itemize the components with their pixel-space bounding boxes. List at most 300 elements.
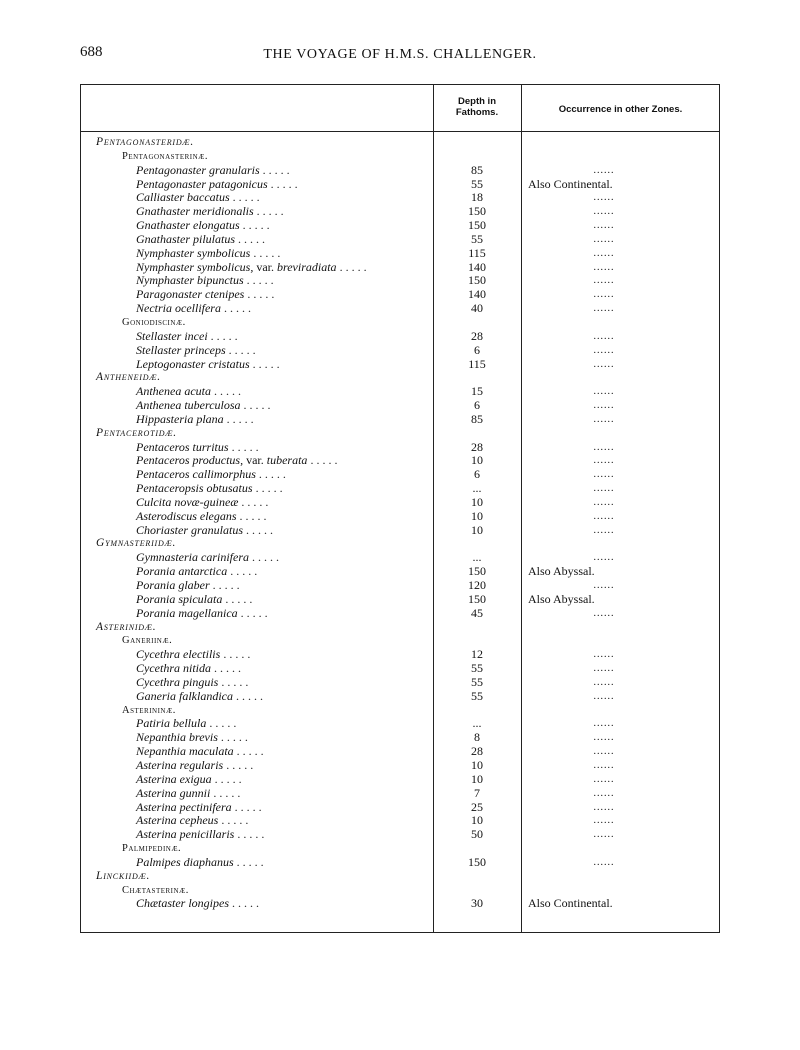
family-heading-row (80, 870, 720, 884)
subfamily-heading-row (80, 634, 720, 648)
species-name (136, 662, 241, 676)
leader-dots: . . . . . (211, 771, 242, 786)
occurrence-cell: ...... (593, 233, 615, 245)
species-binomial: Nymphaster symbolicus (136, 245, 251, 260)
species-name (136, 385, 241, 399)
subfamily-name: Palmipedinæ. (122, 843, 182, 855)
depth-cell: 30 (471, 896, 483, 911)
depth-cell: 6 (474, 398, 480, 413)
species-name (136, 288, 274, 302)
subfamily-name: Chætasterinæ. (122, 884, 189, 896)
species-name (136, 897, 259, 911)
occurrence-cell: ...... (593, 829, 615, 841)
occurrence-cell: ...... (593, 192, 615, 204)
species-binomial: Culcita novæ-guineæ (136, 494, 239, 509)
species-name (136, 247, 280, 261)
subfamily-heading-row (80, 842, 720, 856)
depth-cell: 28 (471, 328, 483, 343)
species-binomial: Gnathaster pilulatus (136, 231, 236, 246)
leader-dots: . . . . . (255, 467, 286, 482)
family-name: Gymnasteriidæ. (96, 537, 177, 550)
table-row (80, 787, 720, 801)
depth-cell: ... (472, 481, 482, 496)
variety-name: tuberata (266, 453, 308, 468)
family-name: Pentagonasteridæ. (96, 136, 195, 148)
table-row (80, 717, 720, 731)
occurrence-cell: ...... (593, 773, 615, 785)
leader-dots: . . . . . (240, 398, 271, 413)
occurrence-cell: ...... (593, 524, 615, 536)
species-binomial: Asterina gunnii (136, 785, 211, 800)
species-name (136, 399, 271, 413)
table-row (80, 468, 720, 482)
species-name (136, 191, 260, 205)
table-row (80, 593, 720, 607)
species-name (136, 593, 252, 607)
occurrence-cell: ...... (593, 607, 615, 619)
table-row (80, 344, 720, 358)
species-name (136, 787, 240, 801)
leader-dots: . . . . . (222, 591, 253, 606)
species-binomial: Asterina exigua (136, 771, 212, 786)
page-number: 688 (80, 44, 103, 60)
species-name (136, 579, 240, 593)
variety-marker: var. (253, 259, 277, 274)
species-name (136, 454, 337, 468)
species-binomial: Asterodiscus elegans (136, 508, 237, 523)
table-row (80, 828, 720, 842)
depth-cell: 10 (471, 813, 483, 828)
species-name (136, 856, 264, 870)
leader-dots: . . . . . (244, 287, 275, 302)
depth-cell: 55 (471, 688, 483, 703)
depth-cell: 10 (471, 508, 483, 523)
table-row (80, 731, 720, 745)
species-name (136, 510, 267, 524)
occurrence-cell: ...... (593, 289, 615, 301)
leader-dots: . . . . . (211, 661, 241, 676)
depth-cell: 150 (468, 591, 486, 606)
occurrence-column-header: Occurrence in other Zones. (558, 104, 683, 115)
table-row (80, 524, 720, 538)
depth-cell: 28 (471, 744, 483, 759)
depth-cell: 150 (468, 854, 486, 869)
depth-cell: 55 (471, 231, 483, 246)
family-name: Linckiidæ. (96, 869, 151, 882)
occurrence-cell: ...... (593, 787, 615, 799)
species-binomial: Pentagonaster patagonicus (136, 176, 268, 191)
species-name (136, 717, 236, 731)
occurrence-cell: Also Continental. (528, 176, 613, 191)
occurrence-cell: ...... (593, 303, 615, 315)
depth-cell: 7 (474, 785, 480, 800)
species-binomial: Stellaster princeps (136, 342, 226, 357)
variety-marker: var. (243, 453, 267, 468)
species-name (136, 565, 257, 579)
subfamily-name: Asterininæ. (122, 704, 176, 716)
occurrence-cell: ...... (593, 413, 615, 425)
species-binomial: Asterina penicillaris (136, 827, 235, 842)
occurrence-cell: ...... (593, 732, 615, 744)
species-name (136, 261, 367, 275)
occurrence-cell: ...... (593, 663, 615, 675)
depth-cell: 25 (471, 799, 483, 814)
species-binomial: Gymnasteria carinifera (136, 550, 249, 565)
species-binomial: Cycethra electilis (136, 647, 221, 662)
species-name (136, 482, 283, 496)
table-row (80, 441, 720, 455)
leader-dots: . . . . . (229, 190, 260, 205)
species-binomial: Asterina pectinifera (136, 799, 232, 814)
leader-dots: . . . . . (243, 522, 274, 537)
depth-cell: 55 (471, 674, 483, 689)
table-row (80, 288, 720, 302)
species-name (136, 524, 273, 538)
species-name (136, 814, 248, 828)
table-row (80, 690, 720, 704)
species-binomial: Palmipes diaphanus (136, 854, 234, 869)
species-name (136, 676, 248, 690)
occurrence-cell: ...... (593, 261, 615, 273)
species-binomial: Anthenea tuberculosa (136, 398, 241, 413)
leader-dots: . . . . . (223, 757, 254, 772)
leader-dots: . . . . . (228, 439, 259, 454)
depth-cell: ... (472, 550, 482, 565)
table-row (80, 565, 720, 579)
occurrence-cell: ...... (593, 552, 615, 564)
variety-name: breviradiata (277, 259, 337, 274)
species-name (136, 496, 268, 510)
table-row (80, 856, 720, 870)
species-binomial: Chætaster longipes (136, 896, 230, 911)
header-divider (80, 131, 720, 132)
depth-cell: 6 (474, 342, 480, 357)
depth-cell: 10 (471, 453, 483, 468)
depth-cell: 150 (468, 564, 486, 579)
table-row (80, 399, 720, 413)
occurrence-cell: ...... (593, 676, 615, 688)
depth-cell: 140 (468, 287, 486, 302)
depth-cell: 150 (468, 218, 486, 233)
species-name (136, 551, 279, 565)
species-binomial: Pentaceros productus, (136, 453, 244, 468)
table-row (80, 191, 720, 205)
depth-cell: 45 (471, 605, 483, 620)
occurrence-cell: ...... (593, 580, 615, 591)
occurrence-cell: Also Abyssal. (528, 564, 595, 579)
depth-cell: 10 (471, 757, 483, 772)
leader-dots: . . . . . (238, 494, 269, 509)
table-row (80, 897, 720, 911)
table-row (80, 219, 720, 233)
family-heading-row (80, 136, 720, 150)
species-binomial: Gnathaster elongatus (136, 218, 240, 233)
occurrence-cell: ...... (593, 469, 615, 481)
table-row (80, 745, 720, 759)
species-binomial: Ganeria falklandica (136, 688, 233, 703)
species-binomial: Stellaster incei (136, 328, 208, 343)
table-row (80, 454, 720, 468)
species-name (136, 773, 242, 787)
occurrence-cell: ...... (593, 400, 615, 412)
species-binomial: Porania antarctica (136, 564, 228, 579)
species-name (136, 828, 264, 842)
species-name (136, 205, 284, 219)
species-name (136, 164, 290, 178)
species-binomial: Pentaceros callimorphus (136, 467, 256, 482)
occurrence-cell: ...... (593, 206, 615, 218)
leader-dots: . . . . . (232, 688, 263, 703)
depth-cell: 28 (471, 439, 483, 454)
leader-dots: . . . . . (206, 716, 237, 731)
species-name (136, 468, 286, 482)
occurrence-cell: ...... (593, 801, 615, 813)
depth-header-line2: Fathoms. (455, 107, 499, 118)
species-name (136, 745, 264, 759)
table-row (80, 551, 720, 565)
table-row (80, 205, 720, 219)
depth-cell: 18 (471, 190, 483, 205)
family-name: Pentacerotidæ. (96, 426, 177, 439)
occurrence-cell: ...... (593, 330, 615, 342)
species-table-body (80, 136, 720, 911)
leader-dots: . . . . . (250, 245, 281, 260)
species-name (136, 302, 251, 316)
species-name (136, 690, 263, 704)
leader-dots: . . . . . (253, 204, 284, 219)
species-binomial: Nepanthia maculata (136, 744, 234, 759)
depth-cell: 12 (471, 647, 483, 662)
depth-cell: 140 (468, 259, 486, 274)
family-heading-row (80, 371, 720, 385)
species-binomial: Choriaster granulatus (136, 522, 244, 537)
species-binomial: Patiria bellula (136, 716, 207, 731)
occurrence-cell: ...... (593, 247, 615, 259)
leader-dots: . . . . . (229, 896, 260, 911)
occurrence-cell: ...... (593, 690, 615, 702)
depth-cell: 55 (471, 661, 483, 676)
species-binomial: Gnathaster meridionalis (136, 204, 254, 219)
species-name (136, 274, 274, 288)
subfamily-name: Goniodiscinæ. (122, 316, 186, 328)
leader-dots: . . . . . (227, 564, 258, 579)
occurrence-cell: ...... (593, 746, 615, 758)
depth-cell: 115 (468, 245, 486, 260)
table-row (80, 330, 720, 344)
table-row (80, 607, 720, 621)
depth-cell: 15 (471, 384, 483, 399)
species-binomial: Leptogonaster cristatus (136, 356, 250, 371)
depth-cell: 150 (468, 204, 486, 219)
species-name (136, 344, 256, 358)
species-name (136, 358, 280, 372)
occurrence-cell: ...... (593, 496, 615, 508)
table-row (80, 261, 720, 275)
table-row (80, 814, 720, 828)
species-binomial: Asterina cepheus (136, 813, 219, 828)
leader-dots: . . . . . (233, 744, 264, 759)
depth-cell: 50 (471, 827, 483, 842)
family-heading-row (80, 427, 720, 441)
subfamily-name: Pentagonasterinæ. (122, 150, 209, 162)
occurrence-cell: ...... (593, 483, 615, 495)
species-name (136, 330, 238, 344)
species-binomial: Nepanthia brevis (136, 730, 218, 745)
species-name (136, 801, 262, 815)
species-name (136, 233, 265, 247)
table-row (80, 773, 720, 787)
occurrence-cell: ...... (593, 441, 615, 453)
species-binomial: Paragonaster ctenipes (136, 287, 245, 302)
species-name (136, 219, 270, 233)
occurrence-cell: ...... (593, 649, 615, 661)
depth-cell: 85 (471, 162, 483, 177)
occurrence-cell: ...... (593, 815, 615, 827)
species-binomial: Nymphaster bipunctus (136, 273, 244, 288)
leader-dots: . . . . . (231, 799, 262, 814)
leader-dots: . . . . . (249, 356, 280, 371)
species-name (136, 413, 254, 427)
depth-cell: 85 (471, 411, 483, 426)
subfamily-heading-row (80, 884, 720, 898)
depth-cell: 10 (471, 494, 483, 509)
species-name (136, 607, 268, 621)
table-row (80, 247, 720, 261)
occurrence-cell: ...... (593, 718, 615, 730)
leader-dots: . . . . . (223, 411, 254, 426)
occurrence-cell: ...... (593, 455, 615, 467)
occurrence-cell: ...... (593, 510, 615, 522)
table-row (80, 164, 720, 178)
occurrence-cell: ...... (593, 856, 615, 868)
leader-dots: . . . . . (252, 481, 283, 496)
subfamily-heading-row (80, 150, 720, 164)
occurrence-cell: ...... (593, 344, 615, 356)
depth-cell: 150 (468, 273, 486, 288)
subfamily-heading-row (80, 704, 720, 718)
depth-header-line1: Depth in (458, 96, 496, 107)
family-heading-row (80, 621, 720, 635)
species-name (136, 648, 250, 662)
leader-dots: . . . . . (307, 453, 338, 468)
species-binomial: Pentagonaster granularis (136, 162, 260, 177)
table-row (80, 358, 720, 372)
leader-dots: . . . . . (220, 647, 251, 662)
depth-cell: 6 (474, 467, 480, 482)
leader-dots: . . . . . (218, 674, 249, 689)
leader-dots: . . . . . (243, 273, 274, 288)
table-row (80, 801, 720, 815)
occurrence-cell: ...... (593, 759, 615, 771)
leader-dots: . . . . . (234, 827, 265, 842)
depth-cell: 55 (471, 176, 483, 191)
running-head: THE VOYAGE OF H.M.S. CHALLENGER. (263, 47, 537, 62)
species-binomial: Nymphaster symbolicus, (136, 259, 254, 274)
family-heading-row (80, 537, 720, 551)
species-binomial: Nectria ocellifera (136, 301, 221, 316)
leader-dots: . . . . . (239, 218, 270, 233)
leader-dots: . . . . . (210, 384, 241, 399)
species-binomial: Porania glaber (136, 578, 210, 592)
family-name: Asterinidæ. (96, 620, 157, 633)
leader-dots: . . . . . (236, 508, 267, 523)
leader-dots: . . . . . (233, 854, 264, 869)
occurrence-cell: Also Continental. (528, 896, 613, 911)
table-row (80, 178, 720, 192)
depth-cell: 10 (471, 771, 483, 786)
species-name (136, 731, 248, 745)
table-row (80, 759, 720, 773)
table-row (80, 510, 720, 524)
table-row (80, 676, 720, 690)
species-binomial: Pentaceros turritus (136, 439, 229, 454)
table-row (80, 662, 720, 676)
table-row (80, 496, 720, 510)
depth-cell: 120 (468, 578, 486, 592)
leader-dots: . . . . . (217, 730, 248, 745)
species-name (136, 178, 298, 192)
occurrence-cell: Also Abyssal. (528, 591, 595, 606)
table-row (80, 482, 720, 496)
depth-cell: 115 (468, 356, 486, 371)
leader-dots: . . . . . (225, 342, 256, 357)
depth-cell: 8 (474, 730, 480, 745)
leader-dots: . . . . . (267, 176, 298, 191)
leader-dots: . . . . . (235, 231, 266, 246)
table-row (80, 233, 720, 247)
leader-dots: . . . . . (210, 785, 241, 800)
species-binomial: Cycethra nitida (136, 661, 211, 676)
occurrence-cell: ...... (593, 164, 615, 176)
table-row (80, 648, 720, 662)
species-binomial: Cycethra pinguis (136, 674, 219, 689)
depth-cell: 10 (471, 522, 483, 537)
species-binomial: Pentaceropsis obtusatus (136, 481, 253, 496)
species-binomial: Anthenea acuta (136, 384, 211, 399)
species-binomial: Calliaster baccatus (136, 190, 230, 205)
species-name (136, 759, 253, 773)
occurrence-cell: ...... (593, 358, 615, 370)
depth-column-header (433, 96, 521, 118)
species-binomial: Porania spiculata (136, 591, 223, 606)
subfamily-name: Ganeriinæ. (122, 635, 173, 647)
leader-dots: . . . . . (259, 162, 290, 177)
species-binomial: Asterina regularis (136, 757, 224, 772)
occurrence-cell: ...... (593, 275, 615, 287)
family-name: Antheneidæ. (96, 371, 161, 384)
leader-dots: . . . . . (209, 578, 240, 592)
leader-dots: . . . . . (249, 550, 279, 565)
table-row (80, 274, 720, 288)
species-name (136, 441, 259, 455)
table-row (80, 385, 720, 399)
leader-dots: . . . . . (207, 328, 238, 343)
table-row (80, 579, 720, 593)
leader-dots: . . . . . (336, 259, 367, 274)
leader-dots: . . . . . (220, 301, 251, 316)
leader-dots: . . . . . (218, 813, 249, 828)
leader-dots: . . . . . (237, 605, 268, 620)
table-row (80, 413, 720, 427)
depth-cell: 40 (471, 301, 483, 316)
species-binomial: Hippasteria plana (136, 411, 224, 426)
occurrence-cell: ...... (593, 386, 615, 398)
table-row (80, 302, 720, 316)
depth-cell: ... (472, 716, 482, 731)
occurrence-cell: ...... (593, 220, 615, 232)
subfamily-heading-row (80, 316, 720, 330)
species-binomial: Porania magellanica (136, 605, 238, 620)
